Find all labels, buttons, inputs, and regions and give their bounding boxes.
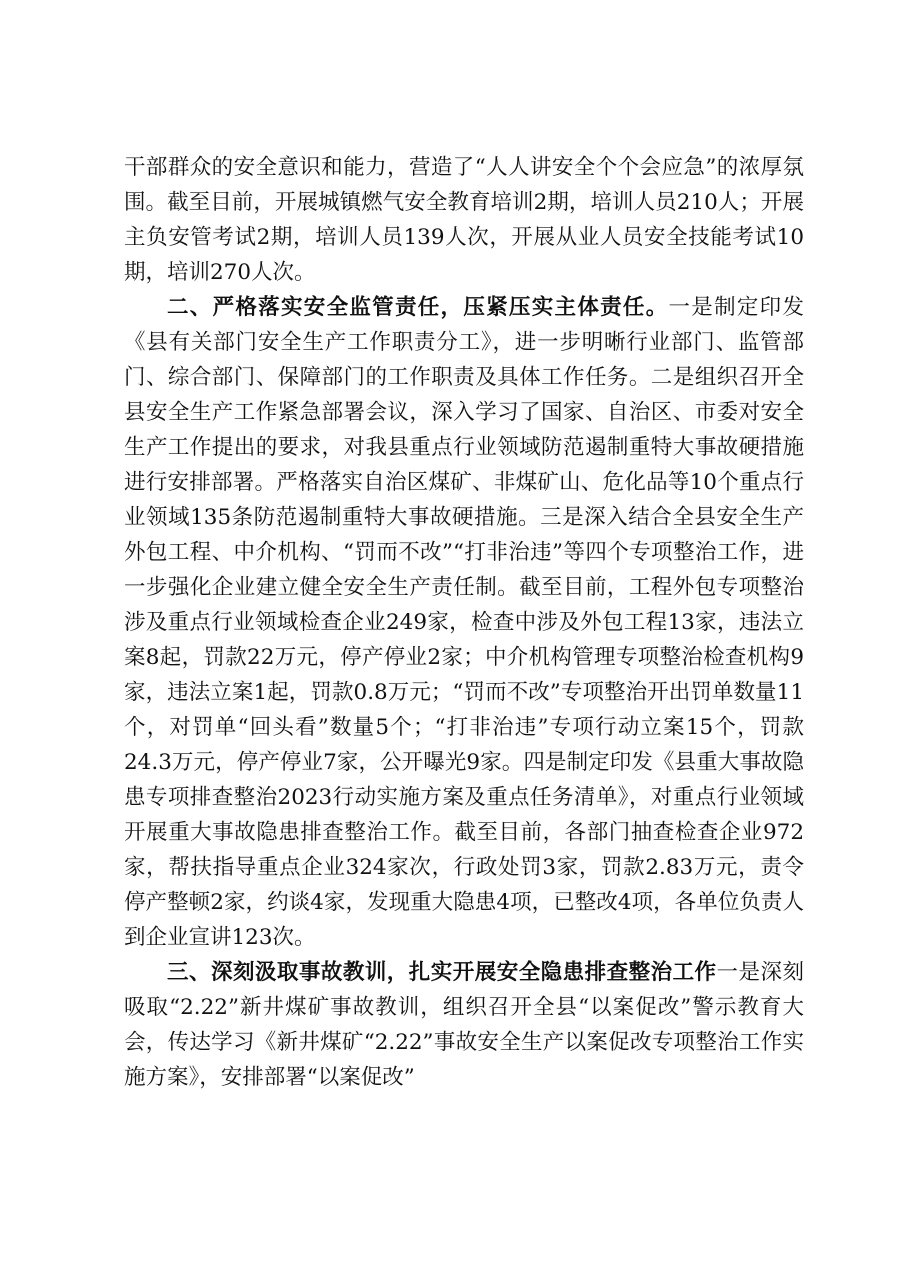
paragraph-1: 干部群众的安全意识和能力，营造了“人人讲安全个个会应急”的浓厚氛围。截至目前，开展城镇燃气安全教育培训2期，培训人员210人；开展主负安管考试2期，培训人员139人次，开展从业人员安全技能考试10期，培训270人次。 xyxy=(124,155,804,285)
document-page xyxy=(124,150,804,1095)
paragraph-2 xyxy=(124,290,804,955)
section-heading-3: 三、深刻汲取事故教训，扎实开展安全隐患排查整治工作 xyxy=(167,960,717,985)
paragraph-3-body: 一是深刻吸取“2.22”新井煤矿事故教训，组织召开全县“以案促改”警示教育大会，传达学习《新井煤矿“2.22”事故安全生产以案促改专项整治工作实施方案》，安排部署“以案促改” xyxy=(124,960,804,1090)
section-heading-2: 二、严格落实安全监管责任，压紧压实主体责任。 xyxy=(167,295,669,320)
paragraph-3 xyxy=(124,955,804,1095)
paragraph-2-body: 一是制定印发《县有关部门安全生产工作职责分工》，进一步明晰行业部门、监管部门、综合部门、保障部门的工作职责及具体工作任务。二是组织召开全县安全生产工作紧急部署会议，深入学习了国家、自治区、市委对安全生产工作提出的要求，对我县重点行业领域防范遏制重特大事故硬措施进行安排部署。严格落实自治区煤矿、非煤矿山、危化品等10个重点行业领域135条防范遏制重特大事故硬措施。三是深入结合全县安全生产外包工程、中介机构、“罚而不改”“打非治违”等四个专项整治工作，进一步强化企业建立健全安全生产责任制。截至目前，工程外包专项整治涉及重点行业领域检查企业249家，检查中涉及外包工程13家，违法立案8起，罚款22万元，停产停业2家；中介机构管理专项整治检查机构9家，违法立案1起，罚款0.8万元；“罚而不改”专项整治开出罚单数量11个，对罚单“回头看”数量5个；“打非治违”专项行动立案15个，罚款24.3万元，停产停业7家，公开曝光9家。四是制定印发《县重大事故隐患专项排查整治2023行动实施方案及重点任务清单》，对重点行业领域开展重大事故隐患排查整治工作。截至目前，各部门抽查检查企业972家，帮扶指导重点企业324家次，行政处罚3家，罚款2.83万元，责令停产整顿2家，约谈4家，发现重大隐患4项，已整改4项，各单位负责人到企业宣讲123次。 xyxy=(124,295,804,950)
